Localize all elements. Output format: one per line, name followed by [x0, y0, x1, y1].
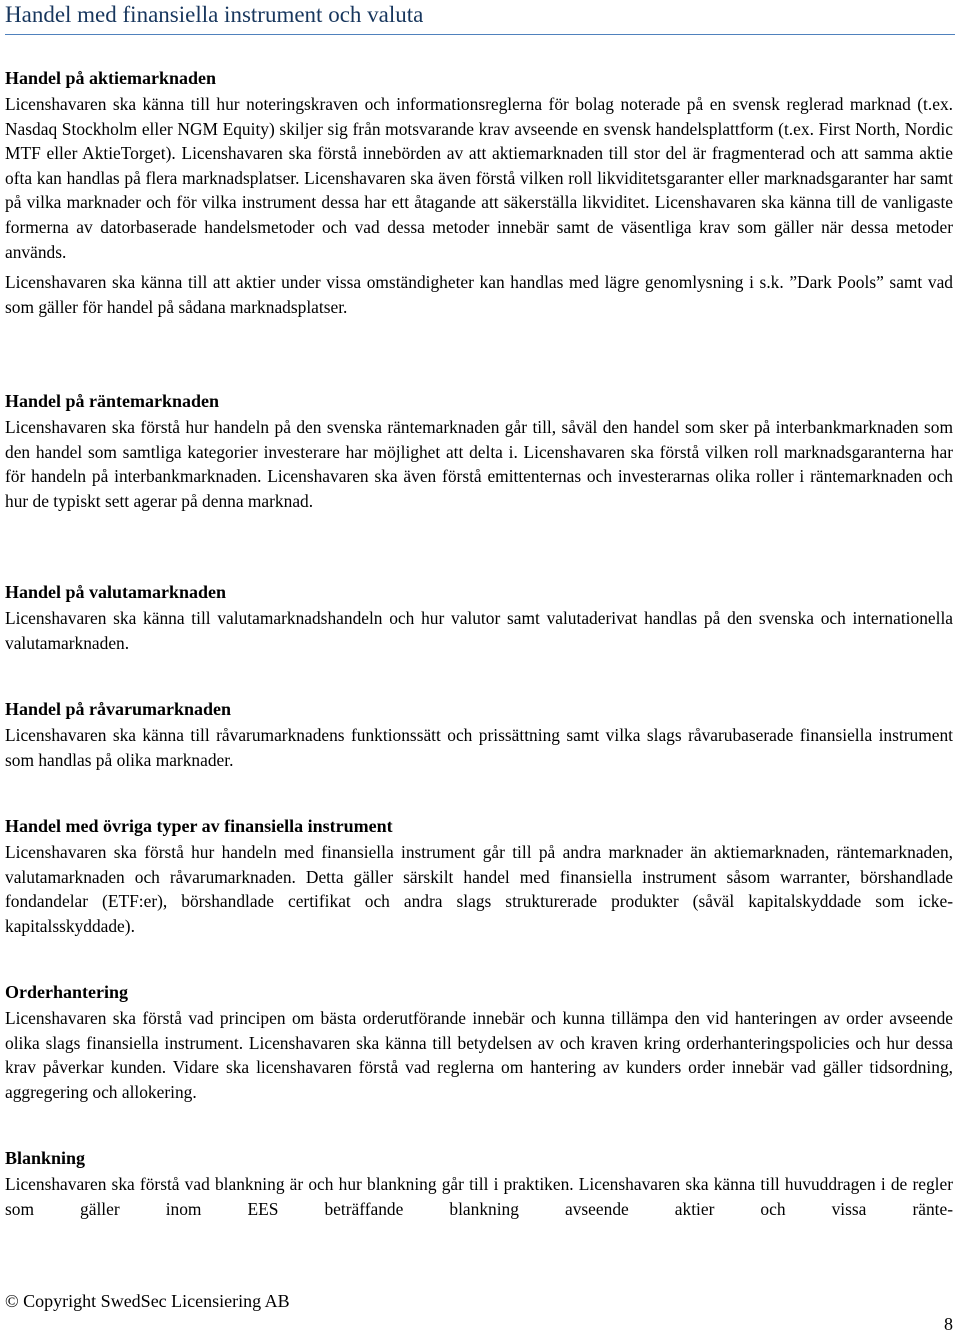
- section-paragraph: Licenshavaren ska förstå hur handeln på den svenska räntemarknaden går till, såväl den handel som sker på interbankmarknaden som den handel som samtliga kategorier investerare har möjlighet att delta i. Licenshavaren ska förstå vilken roll marknadsgaranterna har för handeln på interbankmarknaden. Licenshavaren ska även förstå emittenternas och investerarnas olika roller i räntemarknaden och hur de typiskt sett agerar på denna marknad.: [5, 417, 953, 511]
- section-paragraph: Licenshavaren ska förstå vad blankning är och hur blankning går till i praktiken. Licenshavaren ska känna till huvuddragen i de regler som gäller inom EES beträffande blankning avseende aktier och vissa ränte-: [5, 1174, 953, 1219]
- section-heading: Handel på aktiemarknaden: [5, 68, 217, 88]
- document-title: Handel med finansiella instrument och valuta: [5, 0, 955, 35]
- section-heading: Blankning: [5, 1148, 86, 1168]
- section-heading: Handel på råvarumarknaden: [5, 699, 232, 719]
- section-heading: Handel på räntemarknaden: [5, 391, 220, 411]
- section-aktiemarknaden: [5, 66, 953, 325]
- footer-copyright: © Copyright SwedSec Licensiering AB: [5, 1291, 290, 1311]
- section-orderhantering: [5, 980, 953, 1110]
- section-paragraph: Licenshavaren ska känna till hur noteringskraven och informationsreglerna för bolag noterade på en svensk reglerad marknad (t.ex. Nasdaq Stockholm eller NGM Equity) skiljer sig från motsvarande krav avseende en svensk handelsplattform (t.ex. First North, Nordic MTF eller AktieTorget). Licenshavaren ska förstå innebörden av att aktiemarknaden till stor del är fragmenterad och att samma aktie ofta kan handlas på flera marknadsplatser. Licenshavaren ska även förstå vilken roll likviditetsgaranter eller marknadsgaranter har samt på vilka marknader och för vilka instrument dessa har ett åtagande att säkerställa likviditet. Licenshavaren ska känna till de vanligaste formerna av datorbaserade handelsmetoder och vad dessa metoder innebär samt de väsentliga krav som gäller när dessa metoder används.: [5, 94, 953, 262]
- section-heading: Orderhantering: [5, 982, 128, 1002]
- section-paragraph: Licenshavaren ska känna till råvarumarknadens funktionssätt och prissättning samt vilka slags råvarubaserade finansiella instrument som handlas på olika marknader.: [5, 725, 953, 770]
- section-paragraph: Licenshavaren ska förstå hur handeln med finansiella instrument går till på andra marknader än aktiemarknaden, räntemarknaden, valutamarknaden och råvarumarknaden. Detta gäller särskilt handel med finansiella instrument såsom warranter, börshandlade fondandelar (ETF:er), börshandlade certifikat och andra slags strukturerade produkter (såväl kapitalskyddade som icke-kapitalsskyddade).: [5, 842, 953, 936]
- section-heading: Handel på valutamarknaden: [5, 582, 227, 602]
- section-paragraph: Licenshavaren ska känna till att aktier under vissa omständigheter kan handlas med lägre genomlysning i s.k. ”Dark Pools” samt vad som gäller för handel på sådana marknadsplatser.: [5, 272, 953, 317]
- section-ravarumarknaden: [5, 697, 953, 778]
- section-paragraph: Licenshavaren ska förstå vad principen om bästa orderutförande innebär och kunna tillämpa den vid hanteringen av order avseende olika slags finansiella instrument. Licenshavaren ska känna till betydelsen av och kraven kring orderhanteringspolicies och hur dessa krav påverkar kunden. Vidare ska licenshavaren förstå vad reglerna om hantering av kunders order innebär vad gäller tidsordning, aggregering och allokering.: [5, 1008, 953, 1102]
- section-heading: Handel med övriga typer av finansiella instrument: [5, 816, 393, 836]
- section-blankning: [5, 1146, 953, 1227]
- section-ovriga-instrument: [5, 814, 953, 944]
- section-valutamarknaden: [5, 580, 953, 661]
- section-rantemarknaden: [5, 389, 953, 519]
- page-number: 8: [944, 1314, 953, 1334]
- section-paragraph: Licenshavaren ska känna till valutamarknadshandeln och hur valutor samt valutaderivat handlas på den svenska och internationella valutamarknaden.: [5, 608, 953, 653]
